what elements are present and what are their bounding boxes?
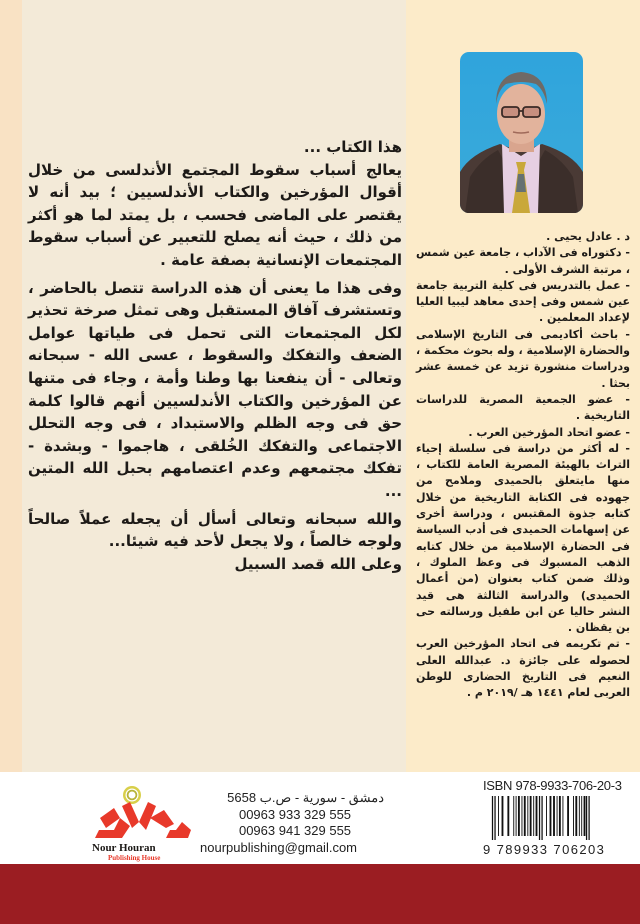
barcode-bar [527, 796, 528, 836]
barcode-bar [513, 796, 514, 836]
cover-edge-strip [0, 0, 22, 772]
barcode-bar [581, 796, 582, 836]
barcode-bar [567, 796, 569, 836]
bio-item: - باحث أكاديمى فى التاريخ الإسلامى والحضارة الإسلامية ، وله بحوث محكمة ، ودراسات منشورة تزيد عن خمسة عشر بحثا . [416, 327, 630, 390]
blurb-paragraph: والله سبحانه وتعالى أسأل أن يجعله عملاً صالحاً ولوجه خالصاً ، ولا يجعل لأحد فيه شيئا... [28, 509, 402, 551]
author-photo [460, 52, 583, 213]
bio-item: - عضو اتحاد المؤرخين العرب . [468, 425, 630, 439]
publisher-name: Nour Houran [92, 842, 156, 854]
barcode-bar [550, 796, 552, 836]
barcode-bar [559, 796, 561, 836]
publisher-subtitle: Publishing House [108, 854, 161, 862]
barcode-bar [521, 796, 522, 836]
barcode-bar [498, 796, 499, 836]
bio-item: - تم تكريمه فى اتحاد المؤرخين العرب لحصوله على جائزة د. عبدالله العلى النعيم فى التاريخ الحضارى للوطن العربى لعام ١٤٤١ هـ /٢٠١٩ م . [416, 637, 630, 700]
barcode-bar [573, 796, 574, 836]
publisher-phone[interactable]: 00963 933 329 555 [238, 806, 352, 822]
bio-item: - عمل بالتدريس فى كلية التربية جامعة عين شمس وفى إحدى معاهد ليبيا العليا لإعداد المعلمين . [416, 278, 630, 325]
publisher-email[interactable]: nourpublishing@gmail.com [200, 839, 357, 855]
book-blurb [28, 136, 402, 580]
barcode-bar [507, 796, 509, 836]
barcode-guard-bar [492, 796, 493, 840]
barcode-bar [516, 796, 517, 836]
barcode-digits: 9 789933 706203 [483, 842, 606, 857]
barcode-bar [536, 796, 538, 836]
barcode-guard-bar [586, 796, 587, 840]
publisher-contact [200, 790, 390, 856]
barcode-bar [553, 796, 555, 836]
author-name: د . عادل يحيى . [546, 230, 630, 243]
barcode-guard-bar [539, 796, 540, 840]
author-portrait-icon [460, 52, 583, 213]
barcode-bar [579, 796, 580, 836]
barcode-bar [584, 796, 586, 836]
bio-item: - عضو الجمعية المصرية للدراسات التاريخية . [416, 392, 630, 423]
blurb-paragraph: يعالج أسباب سقوط المجتمع الأندلسى من خلال أقوال المؤرخين والكتاب الأندلسيين ؛ بيد أنه لا يقتصر على الماضى فحسب ، بل يمتد لما هو أكثر من ذلك ، حيث أنه يصلح للتعبير عن أسباب سقوط المجتمعات الإنسانية بصفة عامة . [28, 160, 402, 269]
barcode-bar [518, 796, 520, 836]
barcode-bar [575, 796, 577, 836]
barcode-bar [502, 796, 504, 836]
bio-item: - له أكثر من دراسة فى سلسلة إحياء التراث بالهيئة المصرية العامة للكتاب ، منها مايتعلق بالحميدى وملامح من جهوده فى الكتابة التاريخية من خلال كتابه جذوة المقتبس ، ودراسة أخرى عن إسهامات الحميدى فى أدب السياسة فى الحضارة الإسلامية من خلال كتابه الذهب المسبوك فى وعظ الملوك ، وذلك ضمن كتاب بعنوان (من أعمال الحميدى) والدراسة الثالثة هى قيد النشر حاليا عن ابن طفيل ورسالته حى بن يقظان . [416, 441, 630, 635]
blurb-closing: وعلى الله قصد السبيل [234, 554, 402, 573]
barcode-guard-bar [541, 796, 542, 840]
publisher-address: دمشق - سورية - ص.ب 5658 [227, 790, 384, 805]
barcode-guard-bar [588, 796, 589, 840]
barcode-bar [562, 796, 563, 836]
bio-item: - دكتوراه فى الآداب ، جامعة عين شمس ، مرتبة الشرف الأولى . [416, 246, 630, 276]
barcode-bar [524, 796, 526, 836]
barcode-bar [557, 796, 558, 836]
blurb-paragraph: وفى هذا ما يعنى أن هذه الدراسة تتصل بالحاضر ، وتستشرف آفاق المستقبل وهى تمثل صرخة تحذير لكل المجتمعات التى تحمل فى طياتها عوامل الضعف والتفكك والسقوط ، عسى الله - سبحانه وتعالى - أن ينفعنا بها وطنا وأمة ، وجاء فى متنها عن المؤرخين والكتاب الأندلسيين أنهم قالوا كلمة حق فى وجه الظلم والاستبداد ، فى وجه التحلل الاجتماعى والتفكك الخُلقى ، هاجموا - وبشدة - تفكك مجتمعهم وعدم اعتصامهم بحبل الله المتين ... [28, 278, 402, 500]
author-bio [416, 229, 630, 702]
barcode-bar [533, 796, 534, 836]
publisher-logo [92, 782, 192, 844]
cover-bottom-band [0, 864, 640, 924]
nour-houran-logo-icon [92, 782, 192, 844]
barcode-guard-bar [494, 796, 495, 840]
barcode-bar [546, 796, 547, 836]
publisher-phone[interactable]: 00963 941 329 555 [238, 823, 352, 838]
blurb-heading: هذا الكتاب ... [303, 138, 402, 156]
isbn-label: ISBN 978-9933-706-20-3 [483, 778, 622, 793]
barcode-icon [486, 796, 618, 840]
barcode-bar [530, 796, 532, 836]
